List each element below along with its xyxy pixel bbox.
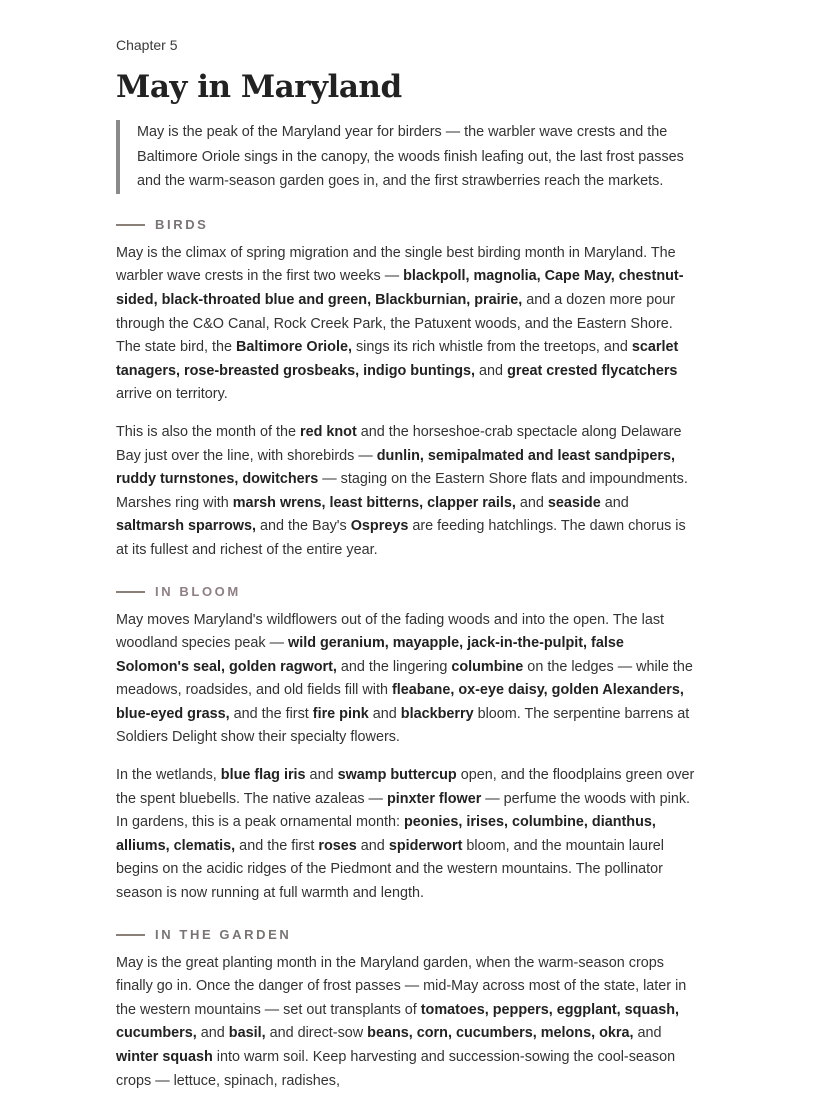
section-birds (116, 216, 700, 563)
text-run: bloom, and the mountain laurel begins on the acidic ridges of the Piedmont and the western mountains. The pollinator season is now running at full warmth and length. (116, 837, 664, 902)
text-run: — perfume the woods with pink. In gardens, this is a peak ornamental month: (116, 790, 691, 831)
text-run: and the first (235, 837, 319, 854)
text-run: and (305, 767, 338, 784)
text-run: sings its rich whistle from the treetops, and (351, 339, 632, 356)
text-run: on the ledges — while the meadows, roadsides, and old fields fill with (116, 658, 693, 699)
text-run: into warm soil. Keep harvesting and succession-sowing the cool-season crops — lettuce, spinach, radishes, (116, 1049, 676, 1089)
bold-term: winter squash (116, 1049, 213, 1065)
text-run: May is the climax of spring migration and the single best birding month in Maryland. The warbler wave crests in the first two weeks — (116, 244, 676, 285)
bold-term: peonies, irises, columbine, dianthus, alliums, clematis, (116, 814, 656, 854)
text-run: and direct-sow (265, 1025, 368, 1042)
text-run: and the lingering (336, 658, 452, 675)
paragraph (116, 952, 700, 1093)
section-rule (116, 224, 145, 226)
section-title: IN BLOOM (155, 584, 241, 599)
text-run: and (356, 837, 389, 854)
text-run: May is the great planting month in the Maryland garden, when the warm-season crops finally go in. Once the danger of frost passes — mid-May across most of the state, later in the western mountains — set out transplants of (116, 954, 687, 1018)
text-run: arrive on territory. (116, 386, 228, 403)
bold-term: fire pink (312, 705, 369, 722)
text-run: and the first (229, 705, 313, 722)
section-rule (116, 591, 145, 593)
bold-term: columbine (451, 658, 524, 675)
text-run: and a dozen more pour through the C&O Canal, Rock Creek Park, the Patuxent woods, and the Eastern Shore. The state bird, the (116, 291, 676, 356)
bold-term: tomatoes, peppers, eggplant, squash, cucumbers, (116, 1001, 680, 1042)
section-in-bloom (116, 583, 700, 906)
text-run: and (515, 494, 548, 511)
bold-term: spiderwort (388, 837, 463, 854)
text-run: May moves Maryland's wildflowers out of the fading woods and into the open. The last woodland species peak — (116, 611, 665, 652)
bold-term: blackpoll, magnolia, Cape May, chestnut-sided, black-throated blue and green, Blackburnian, prairie, (116, 268, 684, 308)
text-run: — staging on the Eastern Shore flats and impoundments. Marshes ring with (116, 471, 688, 511)
bold-term: fleabane, ox-eye daisy, golden Alexanders, blue-eyed grass, (116, 682, 684, 722)
text-run: and (633, 1025, 662, 1042)
bold-term: seaside (547, 494, 601, 511)
text-run: In the wetlands, (116, 767, 221, 784)
text-run: and (196, 1025, 229, 1042)
text-run: This is also the month of the (116, 423, 300, 440)
text-run: are feeding hatchlings. The dawn chorus is at its fullest and richest of the entire year. (116, 518, 686, 558)
text-run: and (368, 705, 401, 722)
bold-term: blue flag iris (220, 767, 306, 784)
sections (116, 216, 700, 1093)
bold-term: marsh wrens, least bitterns, clapper rails, (232, 494, 516, 511)
paragraph (116, 421, 700, 563)
paragraph (116, 242, 700, 407)
bold-term: basil, (228, 1025, 266, 1042)
bold-term: great crested flycatchers (507, 362, 678, 379)
bold-term: roses (318, 837, 357, 854)
section-heading (116, 216, 700, 234)
text-run: bloom. The serpentine barrens at Soldiers Delight show their specialty flowers. (116, 705, 690, 746)
bold-term: scarlet tanagers, rose-breasted grosbeaks, indigo buntings, (116, 339, 679, 379)
paragraph (116, 609, 700, 751)
section-heading (116, 583, 700, 601)
section-rule (116, 934, 145, 936)
text-run: and (600, 494, 629, 511)
section-in-the-garden (116, 926, 700, 1093)
chapter-title: May in Maryland (116, 69, 402, 105)
text-run: and the Bay's (255, 518, 351, 535)
text-run: and (475, 362, 508, 379)
chapter-label: Chapter 5 (116, 37, 178, 53)
intro-blockquote: May is the peak of the Maryland year for birders — the warbler wave crests and the Baltimore Oriole sings in the canopy, the woods finish leafing out, the last frost passes and the warm-season garden goes in, and the first strawberries reach the markets. (116, 120, 700, 194)
section-title: BIRDS (155, 217, 209, 233)
bold-term: Baltimore Oriole, (236, 339, 352, 356)
text-run: and the horseshoe-crab spectacle along Delaware Bay just over the line, with shorebirds — (116, 423, 682, 464)
bold-term: swamp buttercup (337, 767, 457, 784)
paragraph (116, 764, 700, 906)
bold-term: red knot (299, 423, 357, 440)
bold-term: Ospreys (350, 518, 409, 535)
section-title: IN THE GARDEN (155, 927, 292, 943)
bold-term: wild geranium, mayapple, jack-in-the-pulpit, false Solomon's seal, golden ragwort, (116, 635, 624, 675)
bold-term: beans, corn, cucumbers, melons, okra, (367, 1025, 634, 1042)
section-heading (116, 926, 700, 944)
bold-term: saltmarsh sparrows, (116, 518, 256, 535)
bold-term: dunlin, semipalmated and least sandpipers, ruddy turnstones, dowitchers (116, 447, 676, 488)
bold-term: blackberry (400, 705, 474, 722)
text-run: open, and the floodplains green over the spent bluebells. The native azaleas — (116, 767, 695, 807)
bold-term: pinxter flower (386, 790, 482, 807)
